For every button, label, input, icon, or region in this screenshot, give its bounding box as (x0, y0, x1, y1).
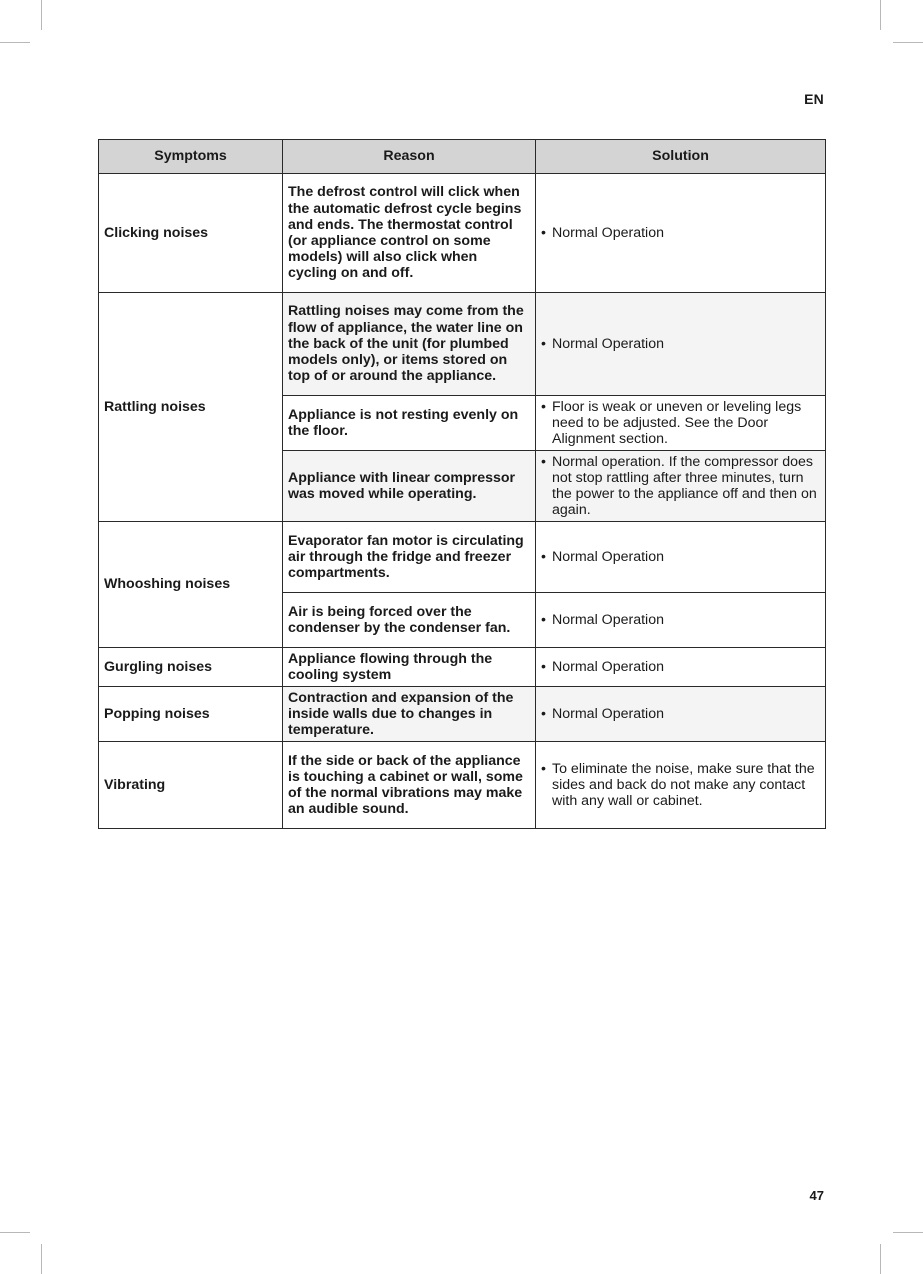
crop-mark (880, 1244, 881, 1274)
bullet-icon: • (541, 611, 546, 628)
solution-text: Normal Operation (552, 224, 664, 241)
reason-cell: If the side or back of the appliance is touching a cabinet or wall, some of the normal vibrations may make an audible sound. (283, 742, 536, 829)
reason-cell: Appliance with linear compressor was moved while operating. (283, 451, 536, 522)
bullet-icon: • (541, 658, 546, 675)
bullet-icon: • (541, 453, 546, 470)
solution-text: Normal Operation (552, 658, 664, 675)
symptom-cell: Vibrating (99, 742, 283, 829)
reason-cell: Appliance is not resting evenly on the floor. (283, 396, 536, 451)
symptom-cell: Gurgling noises (99, 648, 283, 687)
crop-mark (893, 42, 923, 43)
solution-text: To eliminate the noise, make sure that the sides and back do not make any contact with any wall or cabinet. (552, 760, 815, 810)
bullet-icon: • (541, 760, 546, 777)
reason-cell: Rattling noises may come from the flow of appliance, the water line on the back of the unit (for plumbed models only), or items stored on top of or around the appliance. (283, 293, 536, 396)
bullet-icon: • (541, 705, 546, 722)
reason-cell: Contraction and expansion of the inside walls due to changes in temperature. (283, 687, 536, 742)
table-row (99, 174, 826, 293)
crop-mark (0, 42, 30, 43)
table-row (99, 687, 826, 742)
solution-cell (536, 742, 826, 829)
bullet-icon: • (541, 335, 546, 352)
crop-mark (41, 1244, 42, 1274)
table-row (99, 293, 826, 396)
troubleshooting-table (98, 139, 826, 829)
solution-text: Normal Operation (552, 611, 664, 628)
page-number: 47 (809, 1188, 824, 1203)
crop-mark (0, 1232, 30, 1233)
column-header-symptoms: Symptoms (99, 140, 283, 174)
table-header-row (99, 140, 826, 174)
solution-cell (536, 522, 826, 593)
crop-mark (880, 0, 881, 30)
solution-text: Normal Operation (552, 335, 664, 352)
table-row (99, 742, 826, 829)
solution-text: Normal Operation (552, 705, 664, 722)
solution-text: Floor is weak or uneven or leveling legs need to be adjusted. See the Door Alignment section. (552, 398, 802, 448)
bullet-icon: • (541, 224, 546, 241)
bullet-icon: • (541, 398, 546, 415)
symptom-cell: Clicking noises (99, 174, 283, 293)
column-header-reason: Reason (283, 140, 536, 174)
solution-cell (536, 593, 826, 648)
crop-mark (893, 1232, 923, 1233)
solution-cell (536, 396, 826, 451)
crop-mark (41, 0, 42, 30)
reason-cell: The defrost control will click when the automatic defrost cycle begins and ends. The thermostat control (or appliance control on some models) will also click when cycling on and off. (283, 174, 536, 293)
table-row (99, 648, 826, 687)
reason-cell: Evaporator fan motor is circulating air through the fridge and freezer compartments. (283, 522, 536, 593)
solution-cell (536, 687, 826, 742)
solution-cell (536, 451, 826, 522)
symptom-cell: Whooshing noises (99, 522, 283, 648)
solution-cell (536, 648, 826, 687)
symptom-cell: Rattling noises (99, 293, 283, 522)
language-label: EN (804, 91, 824, 107)
bullet-icon: • (541, 548, 546, 565)
solution-cell (536, 293, 826, 396)
column-header-solution: Solution (536, 140, 826, 174)
solution-text: Normal Operation (552, 548, 664, 565)
solution-cell (536, 174, 826, 293)
reason-cell: Air is being forced over the condenser by the condenser fan. (283, 593, 536, 648)
solution-text: Normal operation. If the compressor does not stop rattling after three minutes, turn the power to the appliance off and then on again. (552, 453, 817, 519)
symptom-cell: Popping noises (99, 687, 283, 742)
table-row (99, 522, 826, 593)
reason-cell: Appliance flowing through the cooling system (283, 648, 536, 687)
